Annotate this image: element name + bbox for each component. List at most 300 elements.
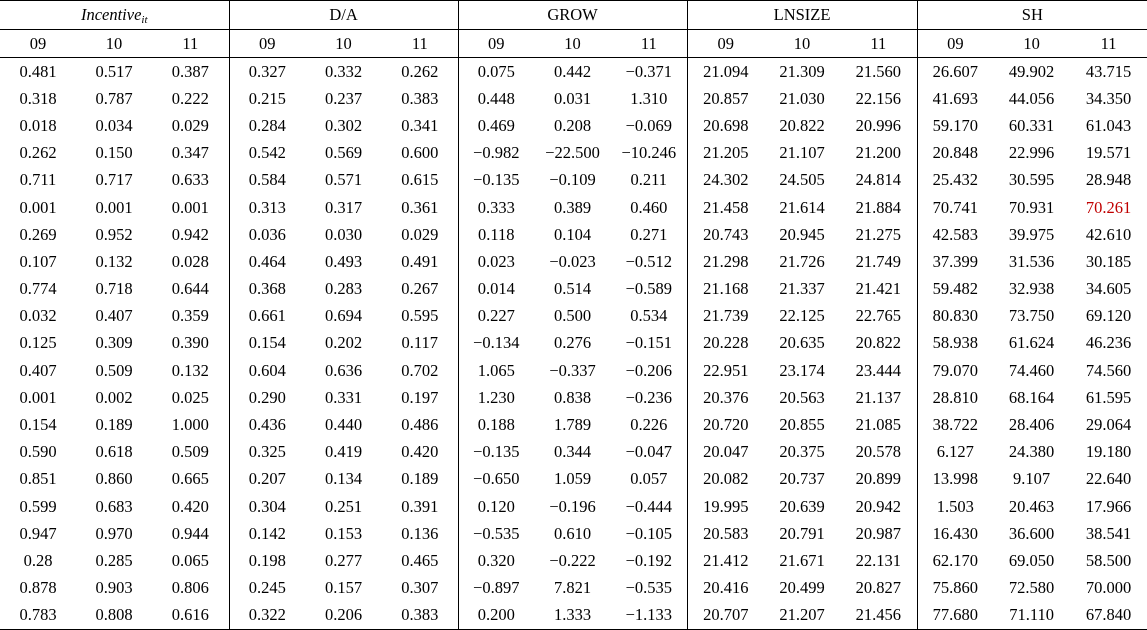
year-header: 10	[76, 30, 152, 58]
table-cell: 21.207	[764, 602, 840, 630]
table-cell: 75.860	[917, 575, 993, 602]
table-cell: −0.535	[625, 578, 673, 598]
table-cell: 0.029	[171, 115, 209, 135]
table-cell: 74.560	[1085, 360, 1132, 380]
table-cell: 0.361	[401, 197, 439, 217]
table-cell: 31.536	[1008, 251, 1055, 271]
table-cell: 0.307	[401, 578, 439, 598]
table-cell: 1.789	[553, 415, 592, 435]
group-header-label: Incentive	[80, 4, 142, 24]
table-cell: 0.442	[553, 61, 592, 81]
table-cell: 20.855	[779, 415, 825, 435]
table-cell: 20.376	[687, 384, 764, 411]
table-cell: 60.331	[1008, 115, 1055, 135]
table-cell: 0.245	[229, 575, 305, 602]
table-cell: 20.499	[779, 578, 825, 598]
table-cell: 59.170	[917, 112, 993, 139]
table-cell: 70.261	[1085, 197, 1132, 217]
table-cell: −0.589	[625, 279, 673, 299]
group-header-1	[229, 1, 458, 30]
table-cell: 0.420	[401, 442, 439, 462]
table-cell: 0.002	[95, 387, 133, 407]
table-cell: 30.595	[1008, 170, 1055, 190]
table-cell: 20.635	[779, 333, 825, 353]
table-cell: 1.230	[458, 384, 534, 411]
table-row	[0, 58, 1147, 86]
table-row	[0, 384, 1147, 411]
table-cell: 0.262	[401, 61, 439, 81]
table-cell: 0.419	[324, 442, 363, 462]
group-header-label: D/A	[329, 5, 358, 24]
table-cell: 0.618	[95, 442, 133, 462]
table-cell: 20.463	[1008, 496, 1055, 516]
table-cell: 0.711	[19, 170, 57, 190]
table-cell: 0.460	[630, 197, 668, 217]
table-cell: 0.702	[401, 360, 439, 380]
table-cell: 0.269	[19, 224, 57, 244]
year-header: 11	[611, 30, 687, 58]
year-header: 11	[152, 30, 229, 58]
table-cell: 0.023	[458, 248, 534, 275]
table-cell: 20.228	[687, 330, 764, 357]
table-cell: 0.28	[23, 550, 53, 570]
table-cell: 20.563	[779, 387, 825, 407]
table-cell: 0.320	[458, 547, 534, 574]
table-cell: 1.310	[630, 88, 668, 108]
table-cell: 59.482	[917, 276, 993, 303]
table-cell: 0.327	[229, 58, 305, 86]
table-row	[0, 85, 1147, 112]
table-cell: 79.070	[917, 357, 993, 384]
table-cell: 20.707	[687, 602, 764, 630]
table-cell: 21.458	[687, 194, 764, 221]
year-header: 11	[840, 30, 917, 58]
table-cell: −0.535	[458, 520, 534, 547]
table-cell: −0.206	[625, 360, 673, 380]
table-cell: 0.262	[19, 143, 57, 163]
table-cell: 0.029	[401, 224, 439, 244]
table-cell: 0.391	[401, 496, 439, 516]
table-cell: 0.333	[458, 194, 534, 221]
table-cell: 0.509	[171, 442, 209, 462]
table-cell: 46.236	[1085, 333, 1132, 353]
table-cell: 0.491	[401, 251, 439, 271]
table-cell: 21.137	[855, 387, 901, 407]
table-cell: 20.822	[779, 115, 825, 135]
table-cell: 0.032	[19, 306, 57, 326]
table-cell: 0.283	[324, 279, 363, 299]
table-cell: 0.584	[229, 167, 305, 194]
table-cell: 0.018	[19, 115, 57, 135]
table-cell: 0.347	[171, 143, 209, 163]
table-cell: 0.944	[171, 523, 209, 543]
table-cell: 21.456	[840, 602, 917, 630]
table-cell: 0.517	[95, 61, 133, 81]
table-cell: 0.125	[19, 333, 57, 353]
table-cell: −0.135	[458, 439, 534, 466]
table-cell: 0.206	[305, 602, 382, 630]
table-cell: −0.196	[549, 496, 596, 516]
table-cell: 20.698	[687, 112, 764, 139]
table-cell: −0.371	[625, 61, 673, 81]
table-cell: 0.284	[229, 112, 305, 139]
table-cell: 38.722	[917, 411, 993, 438]
table-cell: 28.810	[917, 384, 993, 411]
table-cell: 21.726	[779, 251, 825, 271]
table-cell: 0.251	[324, 496, 363, 516]
table-cell: 0.383	[382, 602, 458, 630]
table-cell: 0.304	[229, 493, 305, 520]
year-header: 11	[1070, 30, 1147, 58]
group-header-label: LNSIZE	[773, 5, 831, 24]
table-cell: 0.683	[95, 496, 133, 516]
table-cell: 61.624	[1008, 333, 1055, 353]
table-cell: 0.198	[229, 547, 305, 574]
table-cell: 0.436	[229, 411, 305, 438]
table-cell: −0.897	[458, 575, 534, 602]
table-cell: 69.120	[1085, 306, 1132, 326]
table-row	[0, 411, 1147, 438]
table-cell: 24.814	[855, 170, 901, 190]
table-cell: 70.000	[1085, 578, 1132, 598]
table-cell: 38.541	[1085, 523, 1132, 543]
table-cell: 22.640	[1085, 469, 1132, 489]
table-cell: 0.136	[401, 523, 439, 543]
table-cell: 28.948	[1085, 170, 1132, 190]
table-cell: 77.680	[917, 602, 993, 630]
table-cell: 7.821	[553, 578, 592, 598]
table-cell: 0.154	[19, 415, 57, 435]
table-cell: 0.665	[171, 469, 209, 489]
table-cell: 0.104	[553, 224, 592, 244]
table-cell: 58.500	[1085, 550, 1132, 570]
year-header: 10	[534, 30, 611, 58]
table-cell: 0.878	[19, 578, 57, 598]
table-cell: 0.465	[401, 550, 439, 570]
year-header-row	[0, 30, 1147, 58]
table-cell: 1.333	[534, 602, 611, 630]
table-cell: 1.065	[458, 357, 534, 384]
table-row	[0, 357, 1147, 384]
table-cell: 22.951	[687, 357, 764, 384]
group-header-4	[917, 1, 1147, 30]
table-cell: 0.317	[324, 197, 363, 217]
table-cell: −0.134	[458, 330, 534, 357]
table-cell: 34.605	[1085, 279, 1132, 299]
table-cell: 20.848	[917, 140, 993, 167]
table-cell: 0.509	[95, 360, 133, 380]
table-cell: 6.127	[917, 439, 993, 466]
table-cell: 36.600	[1008, 523, 1055, 543]
table-cell: 21.412	[687, 547, 764, 574]
table-cell: 0.150	[95, 143, 133, 163]
table-cell: 0.600	[401, 143, 439, 163]
table-cell: 0.783	[0, 602, 76, 630]
table-row	[0, 221, 1147, 248]
table-row	[0, 112, 1147, 139]
table-cell: 0.717	[95, 170, 133, 190]
table-cell: 0.134	[324, 469, 363, 489]
table-cell: 0.028	[171, 251, 209, 271]
table-cell: 61.043	[1085, 115, 1132, 135]
table-cell: 0.636	[324, 360, 363, 380]
table-cell: 1.000	[171, 415, 209, 435]
table-cell: 0.481	[19, 61, 57, 81]
table-cell: 0.322	[229, 602, 305, 630]
table-cell: 0.065	[171, 550, 209, 570]
table-row	[0, 493, 1147, 520]
table-cell: 37.399	[917, 248, 993, 275]
table-cell: 20.720	[687, 411, 764, 438]
table-cell: 0.774	[19, 279, 57, 299]
table-cell: 17.966	[1085, 496, 1132, 516]
table-row	[0, 547, 1147, 574]
table-cell: 0.200	[458, 602, 534, 630]
table-cell: 20.578	[855, 442, 901, 462]
table-cell: 25.432	[917, 167, 993, 194]
table-cell: 0.014	[458, 276, 534, 303]
table-cell: 42.610	[1085, 224, 1132, 244]
table-cell: 0.644	[171, 279, 209, 299]
table-cell: 0.132	[95, 251, 133, 271]
table-cell: −0.023	[549, 251, 596, 271]
table-cell: 19.995	[687, 493, 764, 520]
table-cell: 0.514	[553, 279, 592, 299]
table-cell: 0.226	[630, 415, 668, 435]
year-header: 10	[305, 30, 382, 58]
table-cell: 19.571	[1085, 143, 1132, 163]
table-cell: 0.341	[401, 115, 439, 135]
table-cell: 0.001	[171, 197, 209, 217]
table-cell: 21.168	[687, 276, 764, 303]
table-cell: 0.806	[171, 578, 209, 598]
year-header: 09	[917, 30, 993, 58]
table-cell: 0.359	[171, 306, 209, 326]
table-cell: 0.407	[19, 360, 57, 380]
table-cell: 21.085	[855, 415, 901, 435]
table-cell: 0.075	[458, 58, 534, 86]
table-cell: 58.938	[917, 330, 993, 357]
table-cell: 0.407	[95, 306, 133, 326]
table-cell: 0.211	[630, 170, 668, 190]
table-cell: 29.064	[1085, 415, 1132, 435]
table-cell: 21.614	[779, 197, 825, 217]
table-cell: 41.693	[917, 85, 993, 112]
table-cell: 20.047	[687, 439, 764, 466]
year-header: 09	[458, 30, 534, 58]
table-cell: 0.188	[458, 411, 534, 438]
table-row	[0, 140, 1147, 167]
table-cell: 0.001	[19, 387, 57, 407]
table-cell: 0.285	[95, 550, 133, 570]
table-cell: −0.135	[458, 167, 534, 194]
table-row	[0, 602, 1147, 630]
table-cell: 0.787	[95, 88, 133, 108]
table-cell: 0.383	[401, 88, 439, 108]
table-cell: 1.503	[917, 493, 993, 520]
table-cell: 0.030	[324, 224, 363, 244]
table-cell: 22.156	[855, 88, 901, 108]
table-cell: 0.595	[401, 306, 439, 326]
table-cell: −0.982	[458, 140, 534, 167]
table-cell: 0.197	[401, 387, 439, 407]
table-cell: 70.741	[917, 194, 993, 221]
table-cell: 0.276	[553, 333, 592, 353]
table-cell: 21.560	[855, 61, 901, 81]
year-header: 10	[993, 30, 1070, 58]
table-cell: 32.938	[1008, 279, 1055, 299]
group-header-3	[687, 1, 917, 30]
table-cell: 16.430	[917, 520, 993, 547]
table-cell: 0.318	[19, 88, 57, 108]
table-cell: 0.132	[171, 360, 209, 380]
table-cell: 20.416	[687, 575, 764, 602]
table-cell: 20.082	[687, 466, 764, 493]
table-cell: 21.205	[687, 140, 764, 167]
table-cell: 0.808	[76, 602, 152, 630]
table-cell: −0.192	[625, 550, 673, 570]
table-cell: 0.107	[19, 251, 57, 271]
group-header-2	[458, 1, 687, 30]
table-cell: −0.222	[549, 550, 596, 570]
group-header-label: GROW	[547, 5, 598, 24]
table-cell: −10.246	[621, 143, 677, 163]
table-cell: −0.650	[458, 466, 534, 493]
table-cell: 21.739	[687, 303, 764, 330]
table-cell: 0.387	[171, 61, 209, 81]
table-cell: 24.302	[687, 167, 764, 194]
table-cell: 0.313	[229, 194, 305, 221]
table-cell: 0.057	[630, 469, 668, 489]
table-cell: 0.599	[19, 496, 57, 516]
table-cell: 0.604	[229, 357, 305, 384]
table-cell: 67.840	[1070, 602, 1147, 630]
table-cell: 22.131	[855, 550, 901, 570]
table-cell: 0.860	[95, 469, 133, 489]
table-cell: 0.952	[95, 224, 133, 244]
table-cell: 21.094	[687, 58, 764, 86]
table-cell: 0.277	[324, 550, 363, 570]
table-cell: 24.380	[1008, 442, 1055, 462]
table-row	[0, 194, 1147, 221]
table-cell: 0.325	[229, 439, 305, 466]
table-cell: 0.942	[171, 224, 209, 244]
table-cell: 0.368	[229, 276, 305, 303]
table-cell: 0.661	[229, 303, 305, 330]
table-cell: 0.153	[324, 523, 363, 543]
table-cell: 21.298	[687, 248, 764, 275]
table-cell: 0.120	[458, 493, 534, 520]
table-cell: 0.302	[324, 115, 363, 135]
table-cell: 0.031	[553, 88, 592, 108]
table-cell: 0.390	[171, 333, 209, 353]
table-cell: 0.227	[458, 303, 534, 330]
table-cell: 0.001	[19, 197, 57, 217]
table-cell: 0.332	[324, 61, 363, 81]
table-cell: 20.583	[687, 520, 764, 547]
table-cell: 0.469	[458, 112, 534, 139]
table-cell: 0.851	[19, 469, 57, 489]
table-cell: 0.486	[401, 415, 439, 435]
table-cell: 0.215	[229, 85, 305, 112]
table-cell: 26.607	[917, 58, 993, 86]
table-cell: 49.902	[1008, 61, 1055, 81]
table-cell: 0.903	[95, 578, 133, 598]
table-cell: 20.639	[779, 496, 825, 516]
table-cell: 80.830	[917, 303, 993, 330]
table-cell: 0.389	[553, 197, 592, 217]
table-cell: 0.189	[95, 415, 133, 435]
table-cell: 30.185	[1085, 251, 1132, 271]
table-row	[0, 276, 1147, 303]
table-cell: 20.996	[855, 115, 901, 135]
table-cell: −0.047	[625, 442, 673, 462]
table-cell: 42.583	[917, 221, 993, 248]
table-cell: 0.464	[229, 248, 305, 275]
table-cell: 22.765	[855, 306, 901, 326]
table-cell: 61.595	[1085, 387, 1132, 407]
year-header: 09	[0, 30, 76, 58]
table-cell: 0.118	[458, 221, 534, 248]
table-cell: 0.025	[171, 387, 209, 407]
table-cell: 0.610	[553, 523, 592, 543]
table-row	[0, 330, 1147, 357]
table-cell: 20.737	[779, 469, 825, 489]
table-cell: 20.899	[855, 469, 901, 489]
table-cell: 0.420	[171, 496, 209, 516]
table-cell: 0.142	[229, 520, 305, 547]
table-cell: 20.743	[687, 221, 764, 248]
year-header: 10	[764, 30, 840, 58]
group-header-subscript: it	[141, 13, 148, 26]
group-header-0	[0, 1, 229, 30]
table-cell: 1.059	[553, 469, 592, 489]
table-cell: 0.001	[95, 197, 133, 217]
table-cell: 0.569	[324, 143, 363, 163]
table-row	[0, 520, 1147, 547]
table-cell: 0.157	[324, 578, 363, 598]
table-cell: −0.105	[625, 523, 673, 543]
table-cell: 0.034	[95, 115, 133, 135]
table-cell: −0.069	[625, 115, 673, 135]
table-cell: 21.671	[779, 550, 825, 570]
table-cell: 68.164	[1008, 387, 1055, 407]
table-cell: 21.107	[779, 143, 825, 163]
table-cell: 0.571	[324, 170, 363, 190]
table-cell: −0.151	[625, 333, 673, 353]
table-cell: 0.237	[324, 88, 363, 108]
table-cell: 0.344	[553, 442, 592, 462]
table-cell: 24.505	[779, 170, 825, 190]
table-cell: 22.125	[779, 306, 825, 326]
table-row	[0, 167, 1147, 194]
table-row	[0, 466, 1147, 493]
table-cell: 0.267	[401, 279, 439, 299]
table-cell: 74.460	[1008, 360, 1055, 380]
table-cell: 21.884	[855, 197, 901, 217]
table-cell: 71.110	[993, 602, 1070, 630]
table-cell: 0.309	[95, 333, 133, 353]
table-cell: −22.500	[545, 143, 600, 163]
table-cell: 23.444	[855, 360, 901, 380]
table-body	[0, 58, 1147, 630]
table-row	[0, 303, 1147, 330]
table-cell: 0.493	[324, 251, 363, 271]
table-cell: 23.174	[779, 360, 825, 380]
table-cell: 0.947	[19, 523, 57, 543]
table-cell: 39.975	[1008, 224, 1055, 244]
table-cell: 69.050	[1008, 550, 1055, 570]
